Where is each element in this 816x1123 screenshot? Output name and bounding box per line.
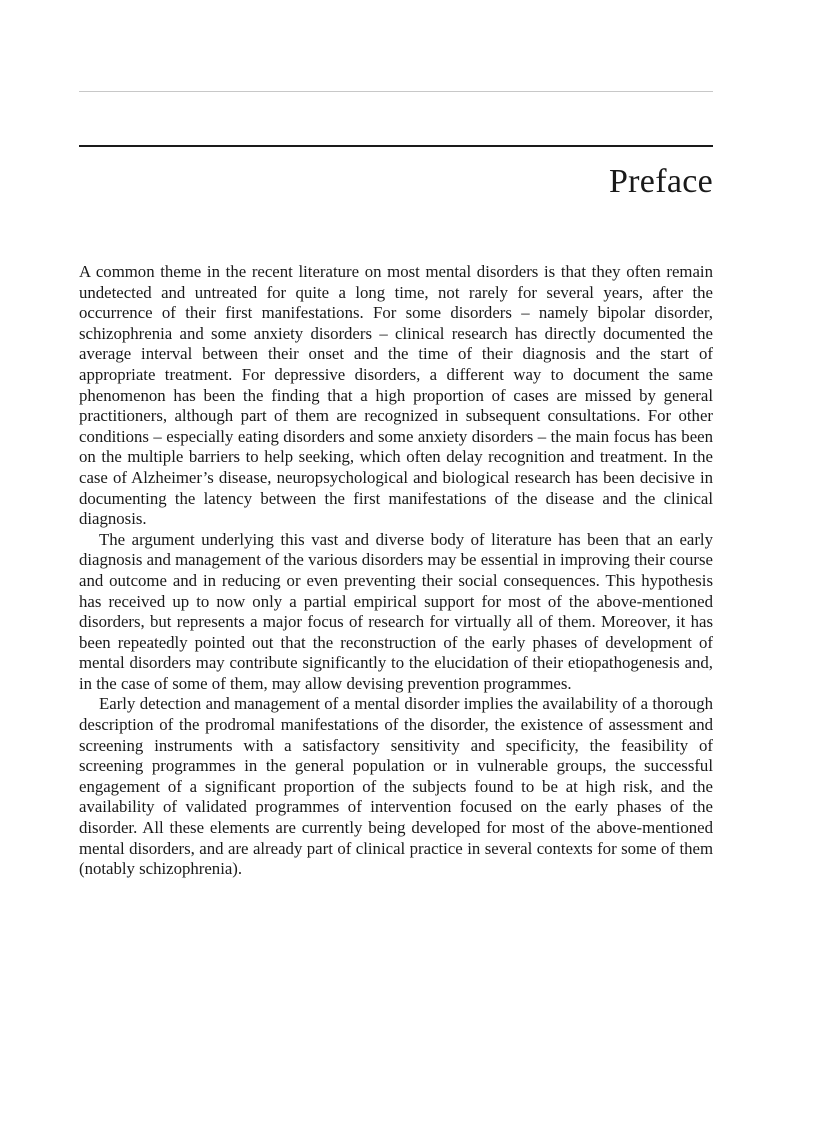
page-title: Preface: [608, 163, 713, 200]
title-rule: [79, 145, 713, 147]
paragraph-3: Early detection and management of a mental disorder implies the availability of a thorough description of the prodromal manifestations of the disorder, the existence of assessment and screening instruments with a satisfactory sensitivity and specificity, the feasibility of screening programmes in the general population or in vulnerable groups, the successful engagement of a significant proportion of the subjects found to be at high risk, and the availability of validated programmes of intervention focused on the early phases of the disorder. All these elements are currently being developed for most of the above-mentioned mental disorders, and are already part of clinical practice in several contexts for some of them (notably schizophrenia).: [79, 694, 713, 879]
paragraph-1: A common theme in the recent literature on most mental disorders is that they often remain undetected and untreated for quite a long time, not rarely for several years, after the occurrence of their first manifestations. For some disorders – namely bipolar disorder, schizophrenia and some anxiety disorders – clinical research has directly documented the average interval between their onset and the time of their diagnosis and the start of appropriate treatment. For depressive disorders, a different way to document the same phenomenon has been the finding that a high proportion of cases are missed by general practitioners, although part of them are recognized in subsequent consultations. For other conditions – especially eating disorders and some anxiety disorders – the main focus has been on the multiple barriers to help seeking, which often delay recognition and treatment. In the case of Alzheimer’s disease, neuropsychological and biological research has been decisive in documenting the latency between the first manifestations of the disease and the clinical diagnosis.: [79, 262, 713, 529]
paragraph-2: The argument underlying this vast and diverse body of literature has been that an early diagnosis and management of the various disorders may be essential in improving their course and outcome and in reducing or even preventing their social consequences. This hypothesis has received up to now only a partial empirical support for most of the above-mentioned disorders, but represents a major focus of research for virtually all of them. Moreover, it has been repeatedly pointed out that the reconstruction of the early phases of development of mental disorders may contribute significantly to the elucidation of their etiopathogenesis and, in the case of some of them, may allow devising prevention programmes.: [79, 529, 713, 693]
document-page: [79, 0, 713, 1123]
header-rule: [79, 91, 713, 92]
body-text: [79, 262, 713, 880]
